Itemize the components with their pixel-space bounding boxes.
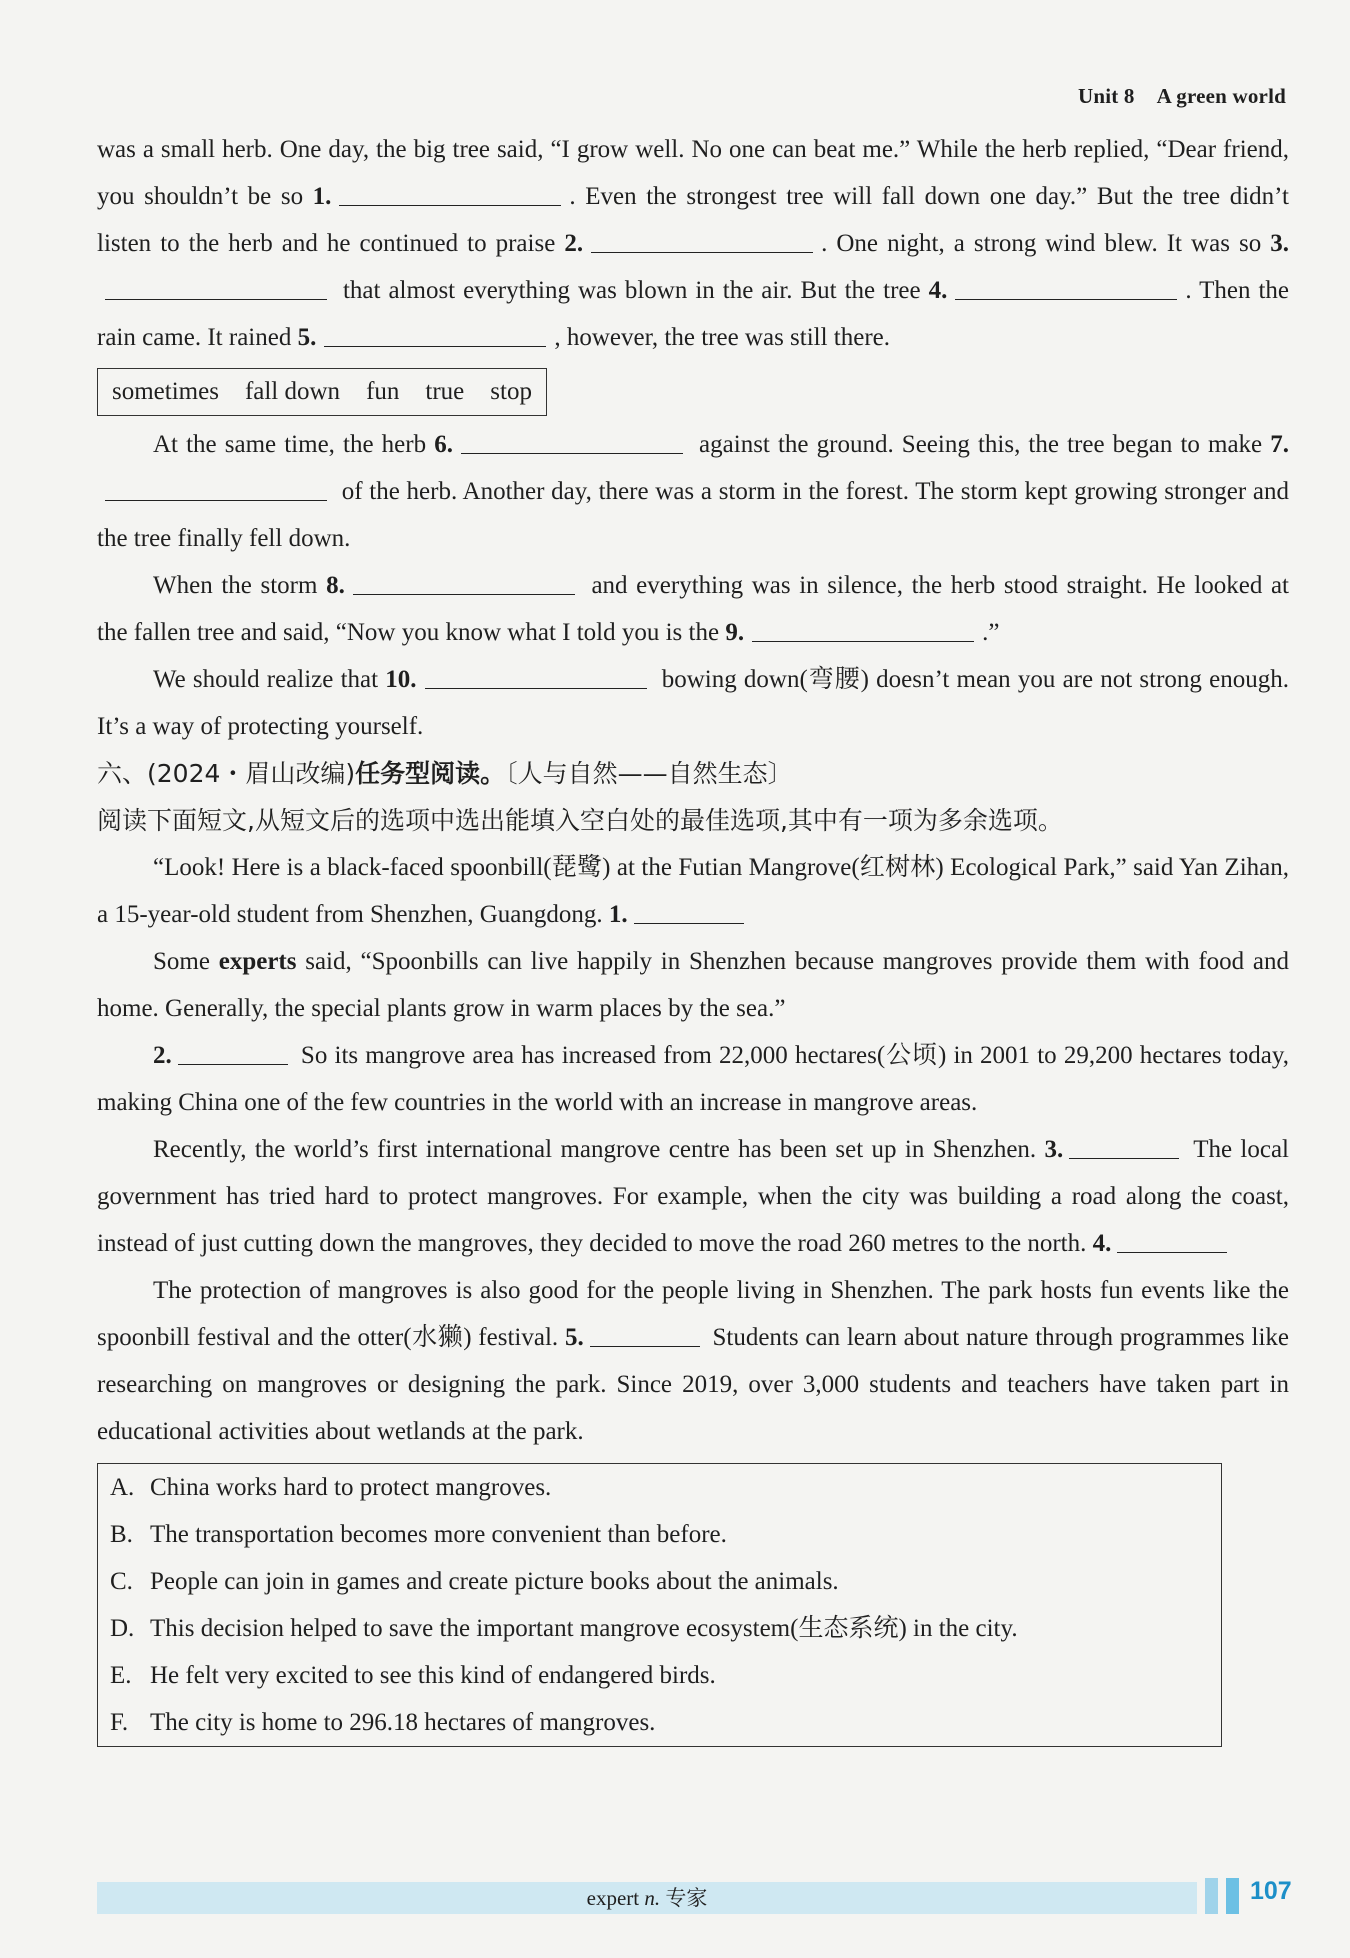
- blank-number-10: 10.: [385, 666, 417, 693]
- task-number-3: 3.: [1044, 1136, 1064, 1163]
- passage-paragraph-2: At the same time, the herb 6. against the ground. Seeing this, the tree began to make 7. of the herb. Another day, there was a storm in the forest. The storm kept growing stronger and the tree finally fell down.: [97, 421, 1289, 562]
- blank-5[interactable]: [324, 316, 546, 347]
- task-blank-3[interactable]: [1069, 1128, 1179, 1159]
- passage-paragraph-3: When the storm 8. and everything was in silence, the herb stood straight. He looked at the fallen tree and said, “Now you know what I told you is the 9. .”: [97, 562, 1289, 656]
- reading-paragraph-2: Some experts said, “Spoonbills can live happily in Shenzhen because mangroves provide them with food and home. Generally, the special plants grow in warm places by the sea.”: [97, 948, 1290, 1022]
- blank-7[interactable]: [105, 470, 327, 501]
- keyword-experts: experts: [218, 948, 297, 975]
- blank-number-9: 9.: [725, 619, 745, 646]
- page-number: 107: [1250, 1877, 1292, 1905]
- option-f[interactable]: F. The city is home to 296.18 hectares of mangroves.: [110, 1709, 656, 1736]
- blank-number-3: 3.: [1270, 230, 1289, 257]
- footer-stripe: [1226, 1878, 1239, 1914]
- task-blank-1[interactable]: [634, 893, 744, 924]
- reading-paragraph-4: Recently, the world’s first international mangrove centre has been set up in Shenzhen. 3. The local government has tried hard to protect mangroves. For example, when the city was building a road along the coast, instead of just cutting down the mangroves, they decided to move the road 260 metres to the north. 4.: [97, 1126, 1289, 1267]
- blank-9[interactable]: [752, 611, 974, 642]
- reading-paragraph-1: “Look! Here is a black-faced spoonbill(琵鹭) at the Futian Mangrove(红树林) Ecological Park,” said Yan Zihan, a 15-year-old student from Shenzhen, Guangdong. 1.: [97, 854, 1289, 928]
- blank-number-8: 8.: [326, 572, 345, 599]
- task-blank-4[interactable]: [1117, 1222, 1227, 1253]
- word-bank-item: fun: [366, 378, 400, 405]
- blank-1[interactable]: [339, 175, 561, 206]
- footer-glossary-bar: [97, 1882, 1197, 1914]
- option-e[interactable]: E. He felt very excited to see this kind of endangered birds.: [110, 1662, 716, 1689]
- blank-number-6: 6.: [434, 431, 453, 458]
- word-bank-item: stop: [490, 378, 532, 405]
- option-a[interactable]: A. China works hard to protect mangroves.: [110, 1474, 552, 1501]
- word-bank-item: true: [425, 378, 465, 405]
- blank-number-5: 5.: [297, 324, 317, 351]
- task-number-5: 5.: [564, 1324, 584, 1351]
- word-bank-item: fall down: [244, 378, 341, 405]
- blank-number-4: 4.: [928, 277, 948, 304]
- task-number-1: 1.: [608, 901, 628, 928]
- blank-10[interactable]: [425, 658, 647, 689]
- blank-2[interactable]: [591, 222, 813, 253]
- footer-glossary: expert n. 专家: [586, 1886, 708, 1910]
- blank-number-2: 2.: [564, 230, 584, 257]
- task-blank-5[interactable]: [590, 1316, 700, 1347]
- blank-4[interactable]: [955, 269, 1177, 300]
- blank-number-7: 7.: [1270, 431, 1290, 458]
- blank-3[interactable]: [105, 269, 327, 300]
- word-bank-item: sometimes: [112, 378, 219, 405]
- option-c[interactable]: C. People can join in games and create picture books about the animals.: [110, 1568, 839, 1595]
- task-number-2: 2.: [153, 1042, 172, 1069]
- passage-paragraph-4: We should realize that 10. bowing down(弯腰) doesn’t mean you are not strong enough. It’s a way of protecting yourself.: [97, 656, 1289, 750]
- word-bank: [97, 368, 547, 416]
- page-content: [97, 126, 1289, 1747]
- options-box: [97, 1463, 1222, 1747]
- passage-paragraph-1: was a small herb. One day, the big tree said, “I grow well. No one can beat me.” While the herb replied, “Dear friend, you shouldn’t be so 1. . Even the strongest tree will fall down one day.” But the tree didn’t listen to the herb and he continued to praise 2. . One night, a strong wind blew. It was so 3. that almost everything was blown in the air. But the tree 4. . Then the rain came. It rained 5. , however, the tree was still there.: [97, 136, 1289, 351]
- footer-stripe: [1205, 1878, 1218, 1914]
- task-number-4: 4.: [1092, 1230, 1112, 1257]
- task-blank-2[interactable]: [178, 1034, 288, 1065]
- blank-8[interactable]: [353, 564, 575, 595]
- unit-label: Unit 8: [1078, 84, 1135, 108]
- blank-6[interactable]: [461, 423, 683, 454]
- page-header: [1078, 84, 1286, 109]
- option-b[interactable]: B. The transportation becomes more convenient than before.: [110, 1521, 727, 1548]
- unit-title: A green world: [1156, 84, 1286, 108]
- section-6-title: 六、(2024・眉山改编)任务型阅读。〔人与自然——自然生态〕: [97, 759, 793, 788]
- option-d[interactable]: D. This decision helped to save the important mangrove ecosystem(生态系统) in the city.: [110, 1615, 1018, 1642]
- blank-number-1: 1.: [312, 183, 332, 210]
- reading-paragraph-3: 2. So its mangrove area has increased from 22,000 hectares(公顷) in 2001 to 29,200 hectares today, making China one of the few countries in the world with an increase in mangrove areas.: [97, 1032, 1289, 1126]
- reading-paragraph-5: The protection of mangroves is also good for the people living in Shenzhen. The park hosts fun events like the spoonbill festival and the otter(水獭) festival. 5. Students can learn about nature through programmes like researching on mangroves or designing the park. Since 2019, over 3,000 students and teachers have taken part in educational activities about wetlands at the park.: [97, 1277, 1289, 1445]
- section-6-instruction: 阅读下面短文,从短文后的选项中选出能填入空白处的最佳选项,其中有一项为多余选项。: [97, 806, 1063, 835]
